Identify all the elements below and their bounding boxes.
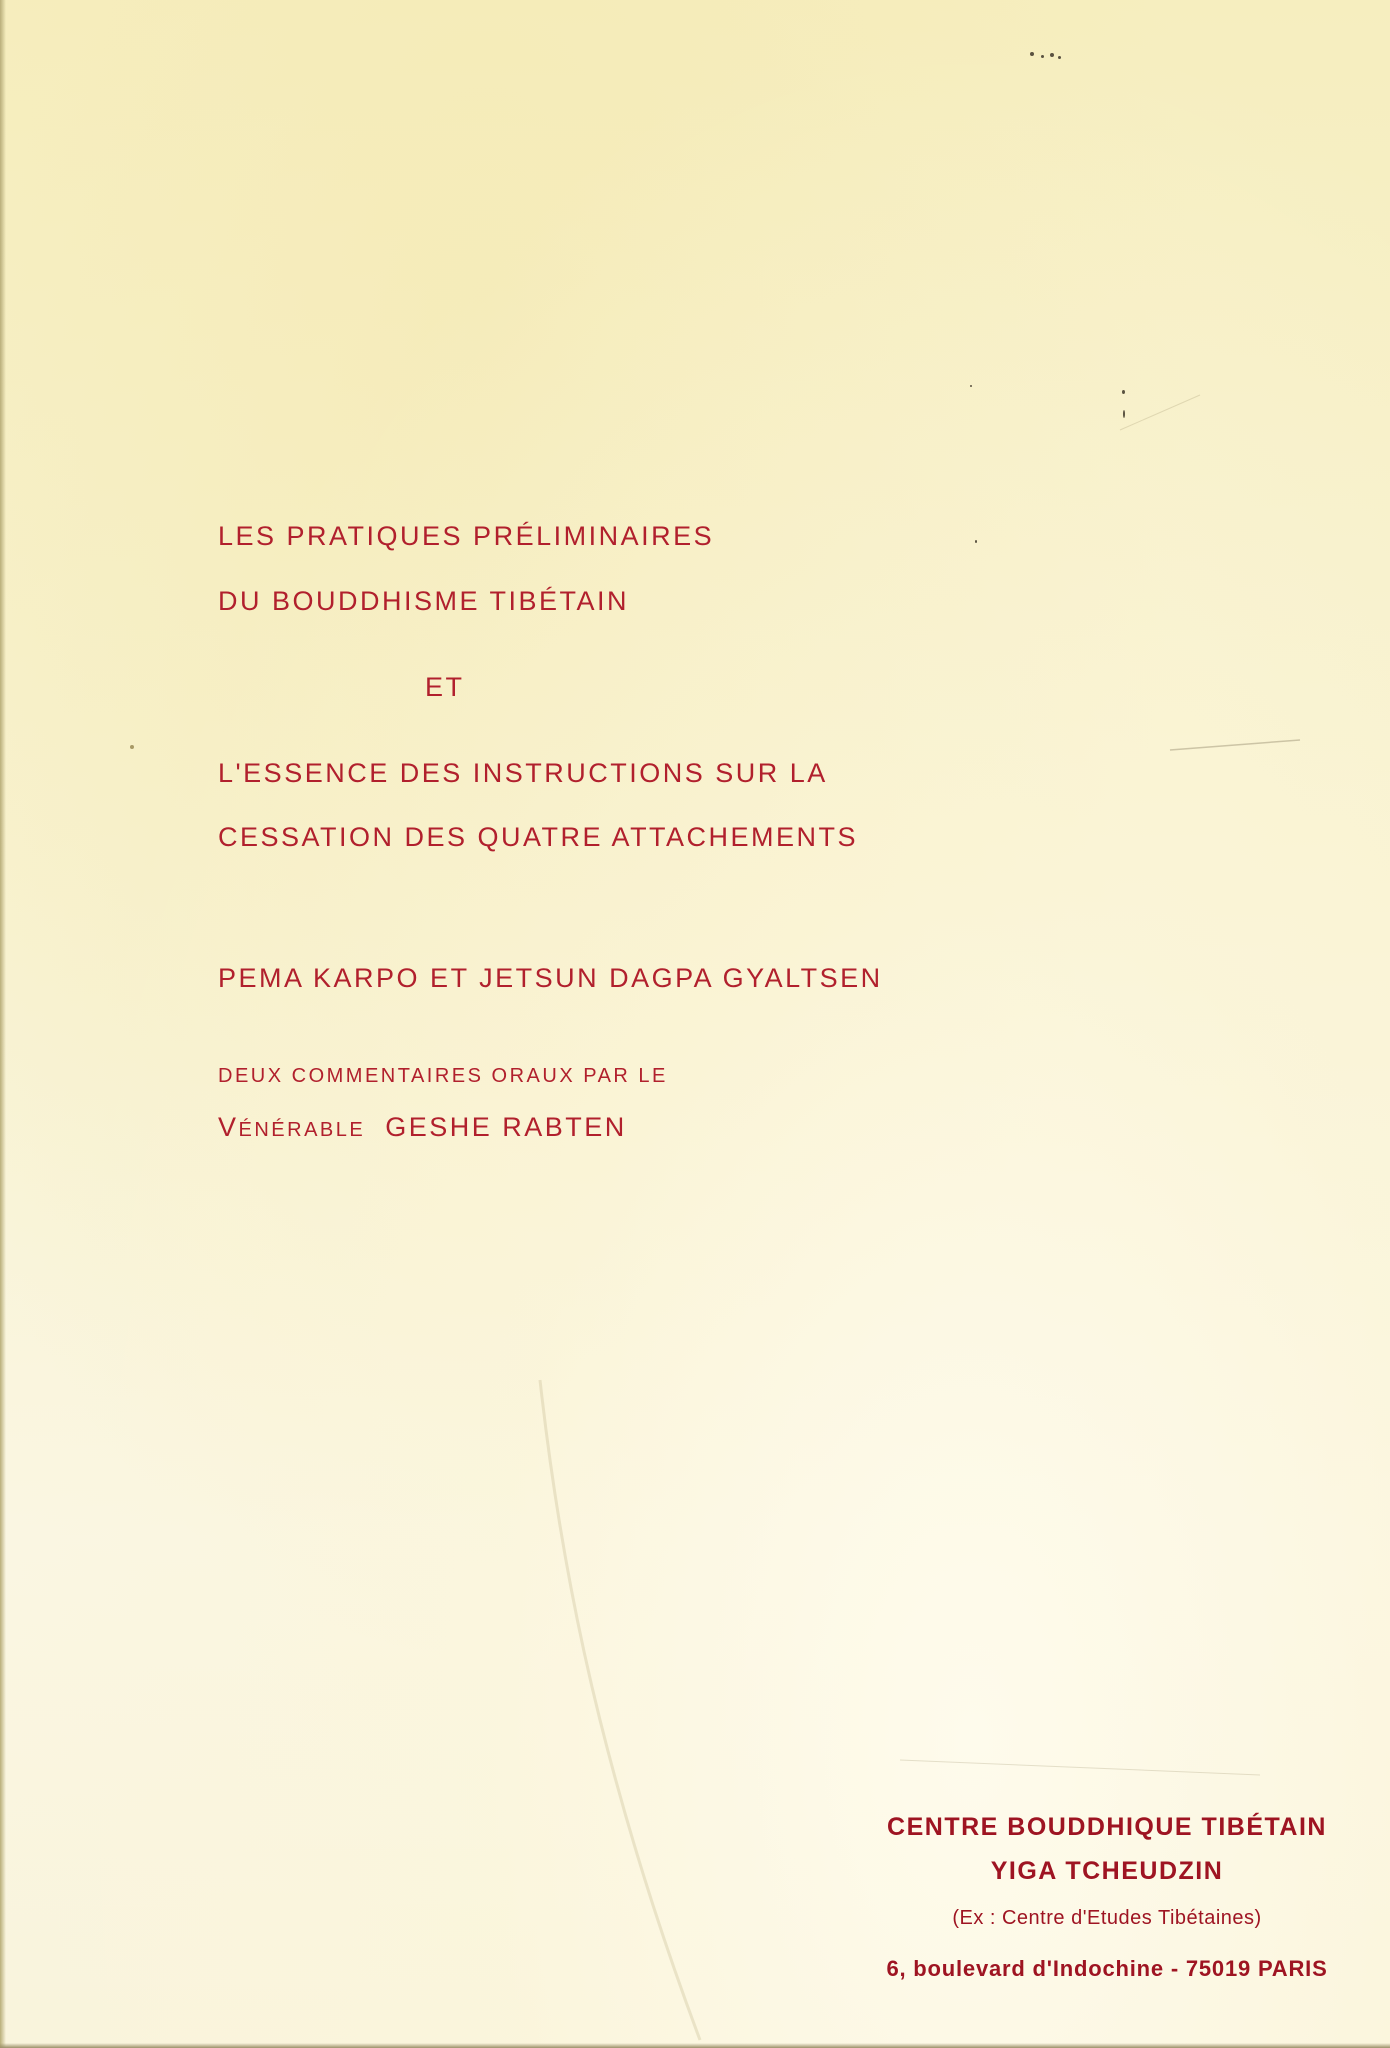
publisher-address: 6, boulevard d'Indochine - 75019 PARIS: [886, 1956, 1328, 1981]
publisher-name-line-1: CENTRE BOUDDHIQUE TIBÉTAIN: [887, 1813, 1327, 1841]
title-line-1: LES PRATIQUES PRÉLIMINAIRES: [218, 521, 715, 551]
title-line-4: CESSATION DES QUATRE ATTACHEMENTS: [218, 822, 859, 852]
title-line-2: DU BOUDDHISME TIBÉTAIN: [218, 586, 630, 616]
title-line-3: L'ESSENCE DES INSTRUCTIONS SUR LA: [218, 758, 828, 788]
publisher-name-line-2: YIGA TCHEUDZIN: [990, 1857, 1224, 1885]
commentary-line: DEUX COMMENTAIRES ORAUX PAR LE: [218, 1065, 668, 1087]
teacher-name: GESHE RABTEN: [385, 1112, 627, 1142]
teacher-line: [218, 1111, 627, 1146]
authors-line: PEMA KARPO ET JETSUN DAGPA GYALTSEN: [218, 963, 883, 993]
publisher-former-name: (Ex : Centre d'Etudes Tibétaines): [952, 1907, 1262, 1929]
teacher-honorific-initial: V: [218, 1112, 239, 1142]
teacher-honorific-rest: ÉNÉRABLE: [238, 1119, 366, 1141]
title-conjunction: ET: [425, 672, 465, 702]
